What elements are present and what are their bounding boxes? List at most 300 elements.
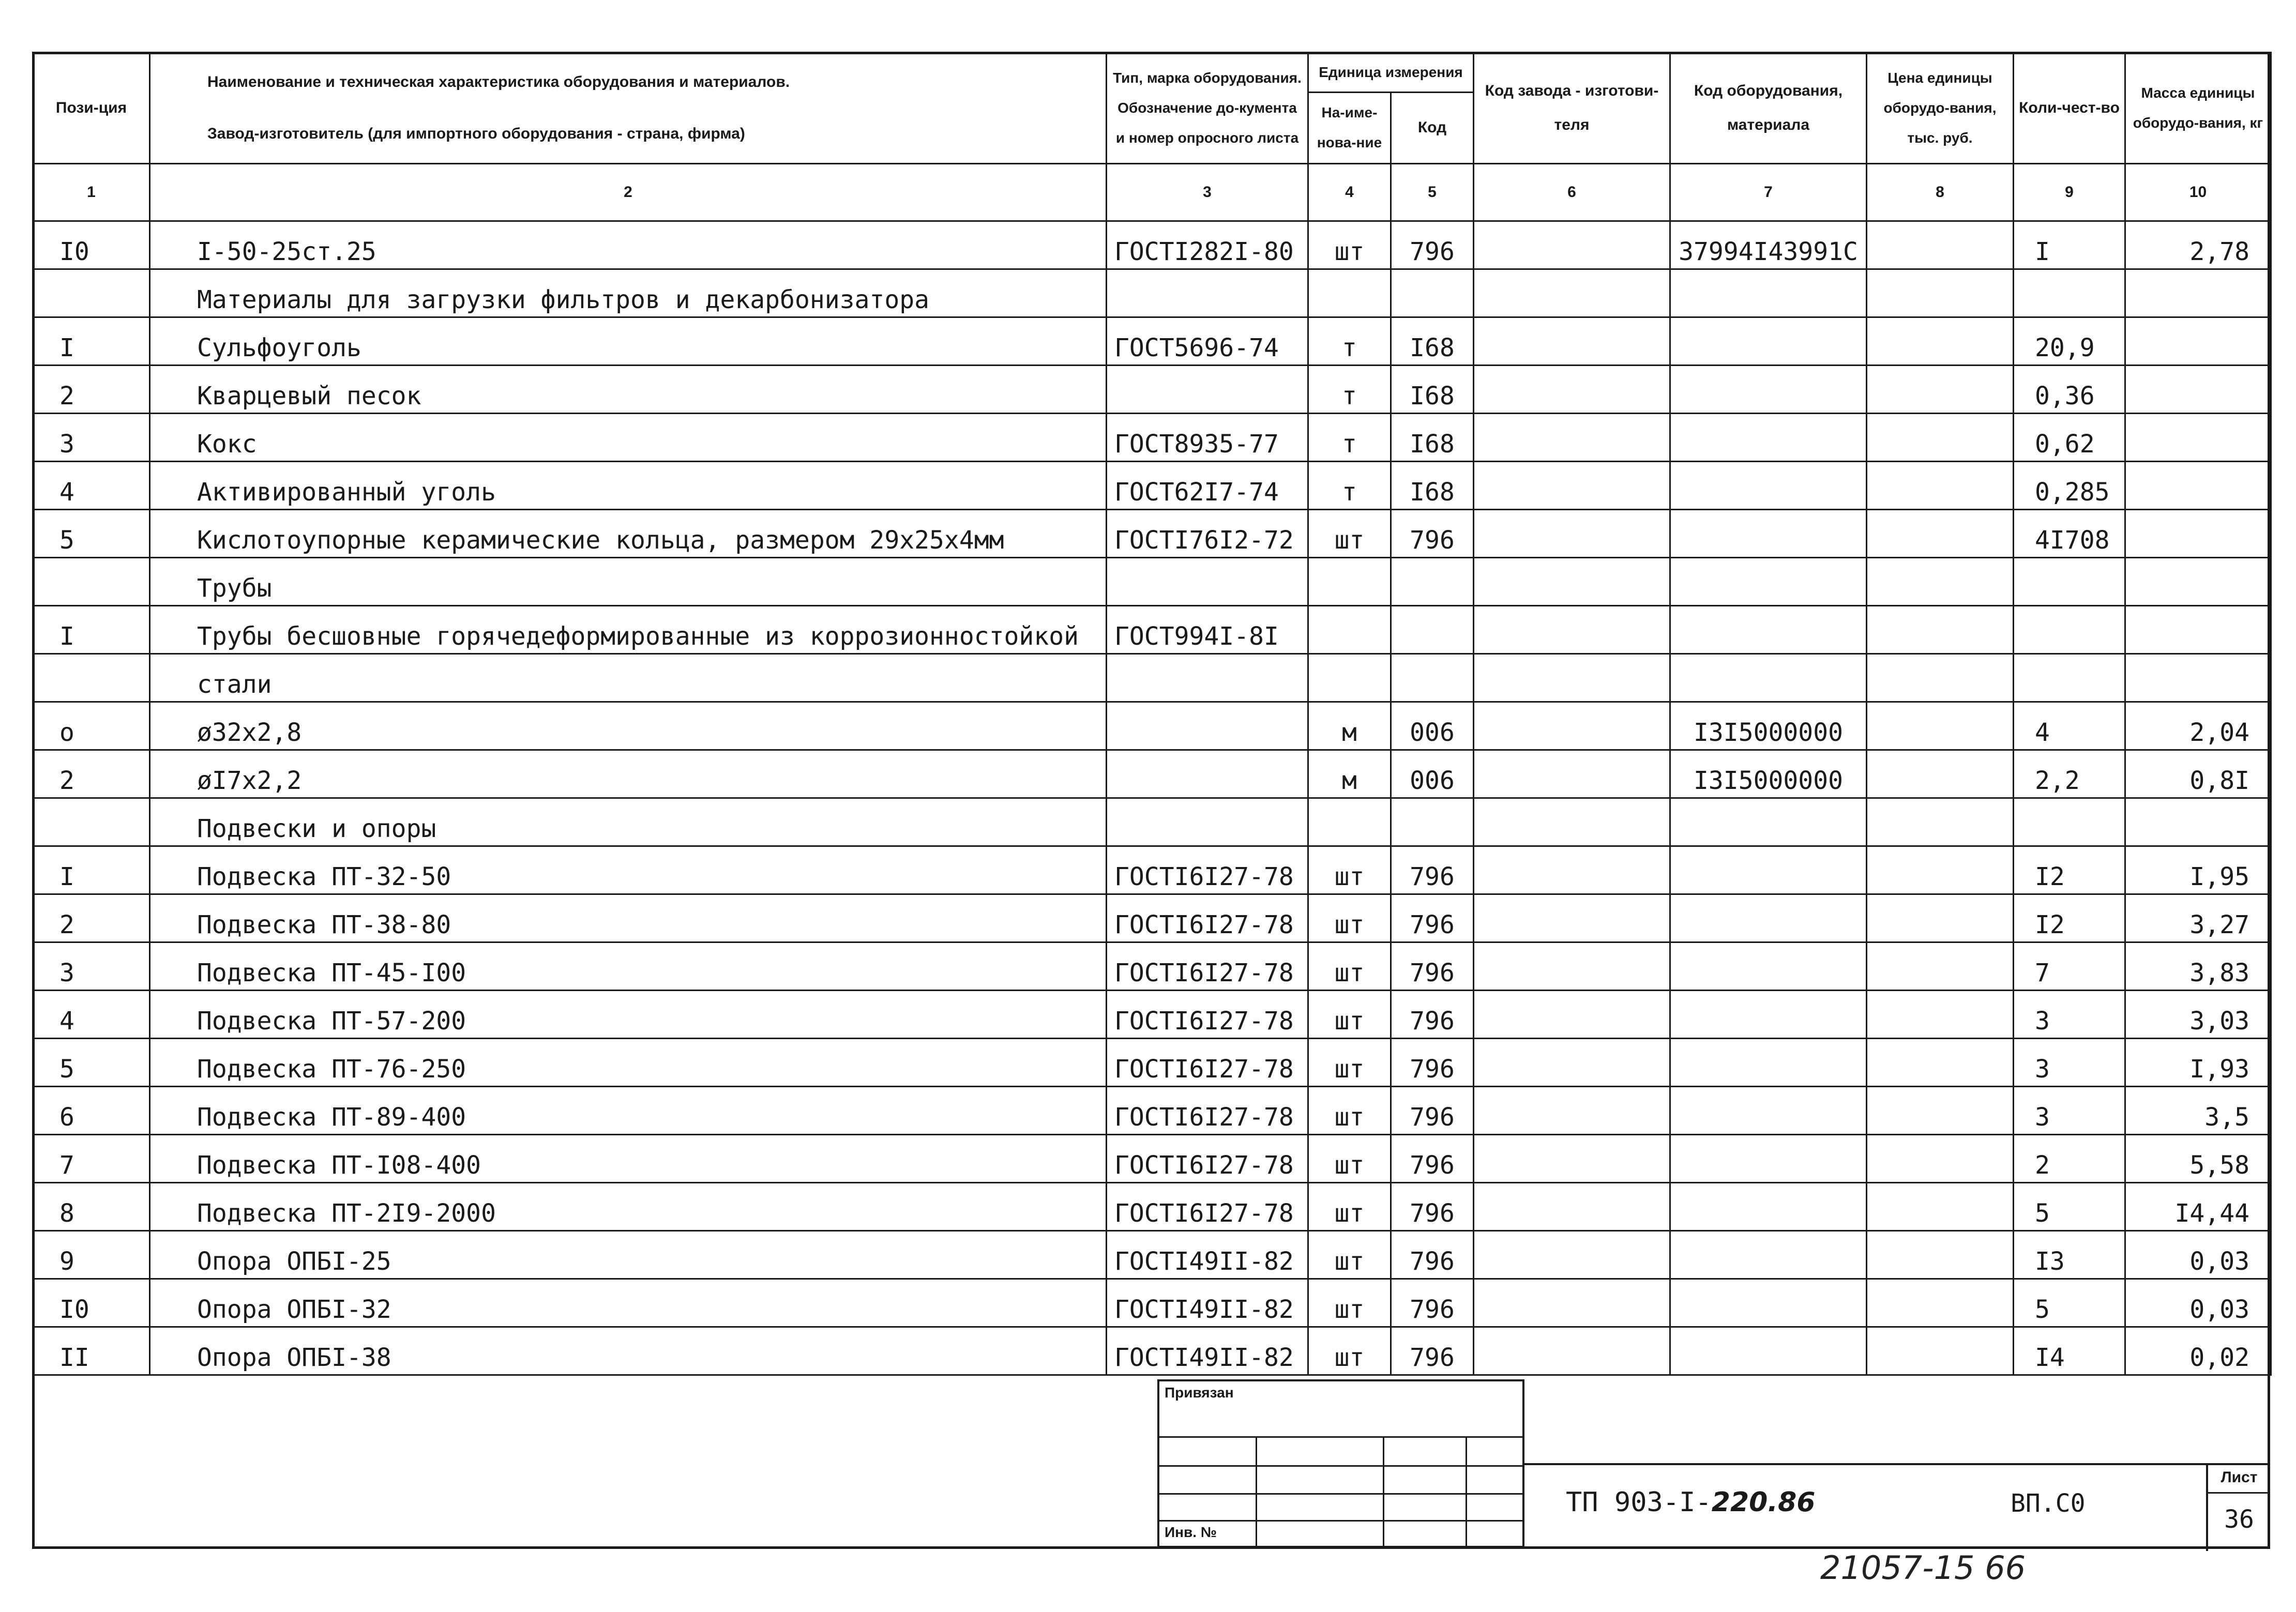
title-block <box>1524 1463 2270 1549</box>
cell-document: ГОСТI282I-80 <box>1107 221 1308 269</box>
cell-mass: 0,03 <box>2125 1279 2271 1327</box>
cell-quantity: 5 <box>2014 1183 2125 1231</box>
cell-plant-code <box>1474 942 1670 991</box>
table-row <box>33 558 2271 606</box>
cell-unit-code: 796 <box>1391 1327 1474 1375</box>
cell-position: 3 <box>33 414 150 462</box>
cell-equipment-code <box>1670 942 1867 991</box>
cell-plant-code <box>1474 558 1670 606</box>
cell-document: ГОСТI6I27-78 <box>1107 991 1308 1039</box>
cell-equipment-code <box>1670 894 1867 942</box>
cell-name: Кислотоупорные керамические кольца, размером 29х25х4мм <box>150 510 1107 558</box>
cell-price <box>1867 942 2014 991</box>
table-row <box>33 1087 2271 1135</box>
cell-document: ГОСТ8935-77 <box>1107 414 1308 462</box>
cell-mass <box>2125 654 2271 702</box>
cell-document <box>1107 269 1308 317</box>
cell-mass: 2,04 <box>2125 702 2271 750</box>
cell-mass <box>2125 510 2271 558</box>
cell-unit-code: 796 <box>1391 894 1474 942</box>
cell-document <box>1107 750 1308 798</box>
header-type: Тип, марка оборудования. Обозначение до-кумента и номер опросного листа <box>1107 53 1308 164</box>
cell-equipment-code <box>1670 558 1867 606</box>
cell-document <box>1107 798 1308 846</box>
sheet-number: 36 <box>2224 1505 2254 1534</box>
stamp-divider <box>1256 1436 1257 1546</box>
column-number: 4 <box>1308 164 1391 221</box>
cell-plant-code <box>1474 1279 1670 1327</box>
cell-position: 4 <box>33 991 150 1039</box>
cell-name: Подвеска ПТ-57-200 <box>150 991 1107 1039</box>
cell-position: 2 <box>33 894 150 942</box>
cell-name: Сульфоуголь <box>150 317 1107 366</box>
column-number: 10 <box>2125 164 2271 221</box>
cell-position: I <box>33 606 150 654</box>
cell-equipment-code <box>1670 510 1867 558</box>
cell-document: ГОСТI6I27-78 <box>1107 1087 1308 1135</box>
cell-unit-code <box>1391 269 1474 317</box>
cell-unit-name: шт <box>1308 1135 1391 1183</box>
table-row <box>33 1279 2271 1327</box>
cell-plant-code <box>1474 894 1670 942</box>
cell-price <box>1867 1183 2014 1231</box>
cell-quantity: 2 <box>2014 1135 2125 1183</box>
cell-price <box>1867 750 2014 798</box>
cell-price <box>1867 1231 2014 1279</box>
table-row <box>33 462 2271 510</box>
cell-price <box>1867 510 2014 558</box>
cell-document: ГОСТI6I27-78 <box>1107 846 1308 894</box>
cell-document <box>1107 366 1308 414</box>
cell-name: Кварцевый песок <box>150 366 1107 414</box>
cell-quantity: 0,62 <box>2014 414 2125 462</box>
table-row <box>33 1327 2271 1375</box>
cell-plant-code <box>1474 846 1670 894</box>
header-name-line2: Завод-изготовитель (для импортного оборудования - страна, фирма) <box>207 125 745 142</box>
cell-mass: 0,8I <box>2125 750 2271 798</box>
cell-plant-code <box>1474 366 1670 414</box>
stamp-line <box>1159 1465 1522 1467</box>
cell-price <box>1867 317 2014 366</box>
cell-price <box>1867 846 2014 894</box>
cell-document: ГОСТ5696-74 <box>1107 317 1308 366</box>
section-code: ВП.С0 <box>2011 1489 2086 1518</box>
column-number: 3 <box>1107 164 1308 221</box>
cell-unit-code: I68 <box>1391 414 1474 462</box>
cell-name: Трубы бесшовные горячедеформированные из коррозионностойкой <box>150 606 1107 654</box>
cell-mass <box>2125 269 2271 317</box>
cell-name: I-50-25ст.25 <box>150 221 1107 269</box>
cell-name: Опора ОПБI-32 <box>150 1279 1107 1327</box>
cell-quantity: 5 <box>2014 1279 2125 1327</box>
cell-position: 2 <box>33 366 150 414</box>
cell-document: ГОСТI6I27-78 <box>1107 894 1308 942</box>
cell-plant-code <box>1474 750 1670 798</box>
cell-equipment-code <box>1670 798 1867 846</box>
cell-price <box>1867 798 2014 846</box>
cell-price <box>1867 1087 2014 1135</box>
cell-quantity: 3 <box>2014 1087 2125 1135</box>
table-row <box>33 221 2271 269</box>
cell-unit-code: 796 <box>1391 1279 1474 1327</box>
cell-unit-code <box>1391 798 1474 846</box>
cell-price <box>1867 702 2014 750</box>
cell-quantity: I2 <box>2014 846 2125 894</box>
cell-price <box>1867 894 2014 942</box>
cell-price <box>1867 1327 2014 1375</box>
cell-quantity: I3 <box>2014 1231 2125 1279</box>
document-designation <box>1566 1487 1815 1518</box>
cell-name: Подвеска ПТ-2I9-2000 <box>150 1183 1107 1231</box>
cell-unit-name: шт <box>1308 1087 1391 1135</box>
cell-name: øI7х2,2 <box>150 750 1107 798</box>
cell-position: 2 <box>33 750 150 798</box>
cell-unit-code <box>1391 558 1474 606</box>
cell-price <box>1867 1135 2014 1183</box>
cell-price <box>1867 654 2014 702</box>
inventory-number-label: Инв. № <box>1165 1524 1217 1540</box>
cell-quantity <box>2014 654 2125 702</box>
cell-position <box>33 654 150 702</box>
cell-equipment-code <box>1670 606 1867 654</box>
column-number: 6 <box>1474 164 1670 221</box>
column-number: 8 <box>1867 164 2014 221</box>
cell-position: o <box>33 702 150 750</box>
bound-label: Привязан <box>1165 1385 1234 1401</box>
cell-name: Подвеска ПТ-32-50 <box>150 846 1107 894</box>
cell-position: I <box>33 846 150 894</box>
cell-quantity <box>2014 606 2125 654</box>
header-unit-group: Единица измерения <box>1308 53 1474 93</box>
cell-name: Трубы <box>150 558 1107 606</box>
cell-mass <box>2125 317 2271 366</box>
cell-price <box>1867 221 2014 269</box>
cell-unit-name: шт <box>1308 1183 1391 1231</box>
cell-unit-name: т <box>1308 366 1391 414</box>
cell-price <box>1867 269 2014 317</box>
cell-mass: I4,44 <box>2125 1183 2271 1231</box>
cell-unit-name: шт <box>1308 991 1391 1039</box>
cell-unit-code: I68 <box>1391 317 1474 366</box>
cell-unit-name: м <box>1308 702 1391 750</box>
cell-position: 8 <box>33 1183 150 1231</box>
cell-quantity: 2,2 <box>2014 750 2125 798</box>
cell-unit-code <box>1391 654 1474 702</box>
cell-plant-code <box>1474 1231 1670 1279</box>
cell-plant-code <box>1474 1327 1670 1375</box>
cell-equipment-code <box>1670 654 1867 702</box>
cell-plant-code <box>1474 991 1670 1039</box>
table-row <box>33 414 2271 462</box>
document-number-handwritten: 220.86 <box>1711 1487 1816 1518</box>
cell-equipment-code <box>1670 1135 1867 1183</box>
cell-name: Кокс <box>150 414 1107 462</box>
cell-price <box>1867 414 2014 462</box>
document-prefix: ТП 903-I- <box>1566 1487 1712 1518</box>
specification-table <box>32 52 2272 1376</box>
cell-quantity: I4 <box>2014 1327 2125 1375</box>
column-number: 7 <box>1670 164 1867 221</box>
table-row <box>33 606 2271 654</box>
cell-mass <box>2125 414 2271 462</box>
cell-name: Подвеска ПТ-38-80 <box>150 894 1107 942</box>
cell-plant-code <box>1474 221 1670 269</box>
cell-unit-code: 796 <box>1391 1087 1474 1135</box>
header-name <box>150 53 1107 164</box>
cell-unit-name: шт <box>1308 894 1391 942</box>
cell-price <box>1867 991 2014 1039</box>
header-name-line1: Наименование и техническая характеристика оборудования и материалов. <box>207 73 790 90</box>
cell-plant-code <box>1474 317 1670 366</box>
cell-quantity: 3 <box>2014 991 2125 1039</box>
cell-unit-code: I68 <box>1391 462 1474 510</box>
cell-unit-name: т <box>1308 317 1391 366</box>
cell-equipment-code <box>1670 1231 1867 1279</box>
cell-document: ГОСТ62I7-74 <box>1107 462 1308 510</box>
cell-document: ГОСТI6I27-78 <box>1107 1183 1308 1231</box>
cell-price <box>1867 366 2014 414</box>
cell-name: ø32х2,8 <box>150 702 1107 750</box>
cell-position: 6 <box>33 1087 150 1135</box>
stamp-divider <box>1383 1436 1384 1546</box>
cell-unit-code: 006 <box>1391 750 1474 798</box>
table-row <box>33 510 2271 558</box>
header-equip-code: Код оборудования, материала <box>1670 53 1867 164</box>
header-plant-code: Код завода - изготови-теля <box>1474 53 1670 164</box>
cell-plant-code <box>1474 269 1670 317</box>
stamp-line <box>1159 1493 1522 1495</box>
cell-position: 4 <box>33 462 150 510</box>
header-pos: Пози-ция <box>33 53 150 164</box>
column-number: 1 <box>33 164 150 221</box>
cell-equipment-code <box>1670 1327 1867 1375</box>
column-number: 9 <box>2014 164 2125 221</box>
cell-unit-name <box>1308 798 1391 846</box>
cell-equipment-code <box>1670 366 1867 414</box>
cell-mass <box>2125 606 2271 654</box>
header-unit-code: Код <box>1391 92 1474 163</box>
cell-name: Опора ОПБI-25 <box>150 1231 1107 1279</box>
cell-equipment-code <box>1670 991 1867 1039</box>
cell-plant-code <box>1474 1135 1670 1183</box>
cell-unit-code: 796 <box>1391 991 1474 1039</box>
cell-position: I <box>33 317 150 366</box>
cell-name: стали <box>150 654 1107 702</box>
cell-plant-code <box>1474 462 1670 510</box>
table-row <box>33 894 2271 942</box>
stamp-line <box>1159 1520 1522 1522</box>
cell-unit-name: т <box>1308 462 1391 510</box>
archive-number: 21057-15 66 <box>1820 1549 2026 1587</box>
cell-unit-name: шт <box>1308 1327 1391 1375</box>
table-row <box>33 269 2271 317</box>
cell-document: ГОСТ994I-8I <box>1107 606 1308 654</box>
cell-equipment-code <box>1670 1183 1867 1231</box>
cell-mass: 3,03 <box>2125 991 2271 1039</box>
header-qty: Коли-чест-во <box>2014 53 2125 164</box>
cell-unit-code: 796 <box>1391 1039 1474 1087</box>
cell-name: Активированный уголь <box>150 462 1107 510</box>
cell-quantity <box>2014 798 2125 846</box>
cell-mass: 3,83 <box>2125 942 2271 991</box>
table-row <box>33 991 2271 1039</box>
table-row <box>33 942 2271 991</box>
cell-unit-code: 796 <box>1391 510 1474 558</box>
table-row <box>33 366 2271 414</box>
cell-equipment-code: 37994I43991C <box>1670 221 1867 269</box>
cell-quantity: 7 <box>2014 942 2125 991</box>
cell-document: ГОСТI76I2-72 <box>1107 510 1308 558</box>
cell-quantity <box>2014 558 2125 606</box>
cell-position: 5 <box>33 510 150 558</box>
cell-mass: 2,78 <box>2125 221 2271 269</box>
cell-plant-code <box>1474 1087 1670 1135</box>
cell-position: 9 <box>33 1231 150 1279</box>
table-row <box>33 1039 2271 1087</box>
cell-unit-name: т <box>1308 414 1391 462</box>
cell-equipment-code <box>1670 462 1867 510</box>
table-row <box>33 317 2271 366</box>
cell-quantity: 20,9 <box>2014 317 2125 366</box>
cell-document <box>1107 558 1308 606</box>
cell-plant-code <box>1474 1039 1670 1087</box>
cell-quantity: I2 <box>2014 894 2125 942</box>
cell-mass <box>2125 366 2271 414</box>
cell-quantity <box>2014 269 2125 317</box>
cell-plant-code <box>1474 510 1670 558</box>
cell-position: II <box>33 1327 150 1375</box>
cell-equipment-code <box>1670 1279 1867 1327</box>
cell-document <box>1107 654 1308 702</box>
cell-mass <box>2125 558 2271 606</box>
table-row <box>33 750 2271 798</box>
sheet-box <box>2206 1463 2270 1551</box>
cell-unit-name: шт <box>1308 942 1391 991</box>
cell-unit-code: 796 <box>1391 942 1474 991</box>
cell-mass: 5,58 <box>2125 1135 2271 1183</box>
cell-name: Подвеска ПТ-76-250 <box>150 1039 1107 1087</box>
specification-body <box>33 164 2271 1375</box>
cell-position: 3 <box>33 942 150 991</box>
column-number-row <box>33 164 2271 221</box>
cell-unit-code: 796 <box>1391 1183 1474 1231</box>
cell-equipment-code: I3I5000000 <box>1670 702 1867 750</box>
cell-position: 7 <box>33 1135 150 1183</box>
cell-price <box>1867 606 2014 654</box>
cell-document: ГОСТI6I27-78 <box>1107 942 1308 991</box>
cell-unit-name <box>1308 558 1391 606</box>
cell-mass <box>2125 798 2271 846</box>
cell-unit-name <box>1308 269 1391 317</box>
cell-mass: 0,03 <box>2125 1231 2271 1279</box>
header-row <box>33 53 2271 93</box>
cell-unit-code: 796 <box>1391 1135 1474 1183</box>
cell-mass: I,93 <box>2125 1039 2271 1087</box>
cell-position: I0 <box>33 221 150 269</box>
cell-unit-name: шт <box>1308 1039 1391 1087</box>
cell-unit-name <box>1308 654 1391 702</box>
cell-mass: I,95 <box>2125 846 2271 894</box>
table-row <box>33 1183 2271 1231</box>
column-number: 2 <box>150 164 1107 221</box>
cell-document: ГОСТI49II-82 <box>1107 1231 1308 1279</box>
cell-unit-name: шт <box>1308 1279 1391 1327</box>
cell-name: Опора ОПБI-38 <box>150 1327 1107 1375</box>
table-row <box>33 1135 2271 1183</box>
cell-position <box>33 269 150 317</box>
cell-equipment-code: I3I5000000 <box>1670 750 1867 798</box>
header-mass: Масса единицы оборудо-вания, кг <box>2125 53 2271 164</box>
stamp-line <box>1159 1436 1522 1438</box>
cell-plant-code <box>1474 798 1670 846</box>
cell-position <box>33 798 150 846</box>
cell-plant-code <box>1474 654 1670 702</box>
cell-mass: 3,5 <box>2125 1087 2271 1135</box>
table-row <box>33 1231 2271 1279</box>
cell-unit-name: м <box>1308 750 1391 798</box>
cell-quantity: I <box>2014 221 2125 269</box>
cell-document: ГОСТI6I27-78 <box>1107 1039 1308 1087</box>
cell-unit-code: 796 <box>1391 846 1474 894</box>
cell-plant-code <box>1474 1183 1670 1231</box>
cell-unit-name <box>1308 606 1391 654</box>
cell-mass: 3,27 <box>2125 894 2271 942</box>
cell-position: 5 <box>33 1039 150 1087</box>
cell-name: Подвеска ПТ-89-400 <box>150 1087 1107 1135</box>
cell-plant-code <box>1474 702 1670 750</box>
cell-document: ГОСТI49II-82 <box>1107 1279 1308 1327</box>
cell-equipment-code <box>1670 1039 1867 1087</box>
table-row <box>33 798 2271 846</box>
table-row <box>33 702 2271 750</box>
cell-equipment-code <box>1670 846 1867 894</box>
cell-name: Подвески и опоры <box>150 798 1107 846</box>
cell-quantity: 0,36 <box>2014 366 2125 414</box>
cell-equipment-code <box>1670 317 1867 366</box>
binding-stamp <box>1157 1379 1524 1548</box>
cell-quantity: 3 <box>2014 1039 2125 1087</box>
cell-unit-name: шт <box>1308 846 1391 894</box>
cell-price <box>1867 558 2014 606</box>
cell-equipment-code <box>1670 1087 1867 1135</box>
cell-mass: 0,02 <box>2125 1327 2271 1375</box>
cell-unit-name: шт <box>1308 510 1391 558</box>
cell-price <box>1867 1279 2014 1327</box>
cell-quantity: 4 <box>2014 702 2125 750</box>
cell-unit-code: I68 <box>1391 366 1474 414</box>
cell-document: ГОСТI6I27-78 <box>1107 1135 1308 1183</box>
cell-position: I0 <box>33 1279 150 1327</box>
cell-position <box>33 558 150 606</box>
header-price: Цена единицы оборудо-вания, тыс. руб. <box>1867 53 2014 164</box>
cell-name: Подвеска ПТ-45-I00 <box>150 942 1107 991</box>
cell-plant-code <box>1474 414 1670 462</box>
cell-unit-code <box>1391 606 1474 654</box>
cell-plant-code <box>1474 606 1670 654</box>
cell-equipment-code <box>1670 414 1867 462</box>
sheet-label: Лист <box>2208 1463 2270 1494</box>
cell-mass <box>2125 462 2271 510</box>
cell-price <box>1867 1039 2014 1087</box>
cell-unit-name: шт <box>1308 1231 1391 1279</box>
cell-document: ГОСТI49II-82 <box>1107 1327 1308 1375</box>
column-number: 5 <box>1391 164 1474 221</box>
stamp-divider <box>1466 1436 1467 1546</box>
table-row <box>33 846 2271 894</box>
cell-quantity: 4I708 <box>2014 510 2125 558</box>
cell-name: Подвеска ПТ-I08-400 <box>150 1135 1107 1183</box>
cell-quantity: 0,285 <box>2014 462 2125 510</box>
